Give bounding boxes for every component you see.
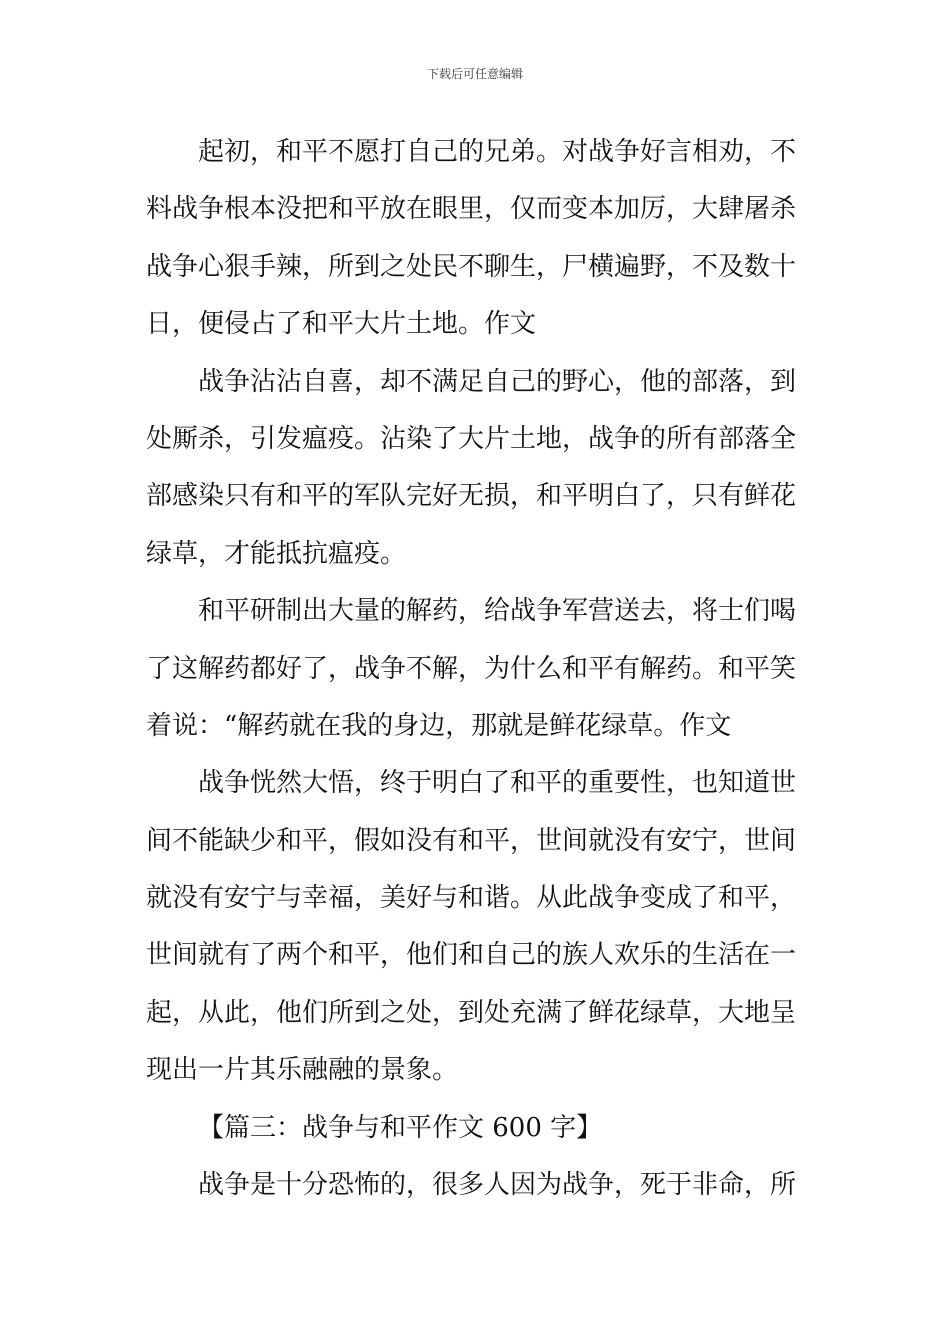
page-header: 下载后可任意编辑 — [426, 67, 523, 81]
text-line-1: 起初，和平不愿打自己的兄弟。对战争好言相劝，不 — [198, 137, 797, 167]
text-line-5: 战争沾沾自喜，却不满足自己的野心，他的部落，到 — [198, 366, 797, 397]
text-line-8: 绿草，才能抵抗瘟疫。 — [146, 538, 407, 569]
text-line-11: 着说：“解药就在我的身边，那就是鲜花绿草。作文 — [146, 710, 732, 741]
text-line-2: 料战争根本没把和平放在眼里，仅而变本加厉，大肆屠杀 — [146, 194, 797, 225]
text-line-10: 了这解药都好了，战争不解，为什么和平有解药。和平笑 — [146, 653, 797, 684]
text-line-3: 战争心狠手辣，所到之处民不聊生，尸横遍野，不及数十 — [146, 251, 797, 282]
text-line-15: 世间就有了两个和平，他们和自己的族人欢乐的生活在一 — [146, 940, 797, 971]
text-line-13: 间不能缺少和平，假如没有和平，世间就没有安宁，世间 — [146, 825, 797, 856]
text-line-16: 起，从此，他们所到之处，到处充满了鲜花绿草，大地呈 — [146, 997, 797, 1028]
text-line-6: 处厮杀，引发瘟疫。沾染了大片土地，战争的所有部落全 — [146, 423, 797, 454]
text-line-14: 就没有安宁与幸福，美好与和谐。从此战争变成了和平， — [146, 883, 797, 914]
section-heading: 【篇三：战争与和平作文 600 字】 — [198, 1112, 603, 1143]
text-line-4: 日，便侵占了和平大片土地。作文 — [146, 309, 537, 340]
document-body — [146, 130, 806, 1220]
text-line-17: 现出一片其乐融融的景象。 — [146, 1055, 459, 1086]
text-line-12: 战争恍然大悟，终于明白了和平的重要性，也知道世 — [198, 768, 797, 799]
text-line-19: 战争是十分恐怖的，很多人因为战争，死于非命，所 — [198, 1170, 797, 1201]
text-line-7: 部感染只有和平的军队完好无损，和平明白了，只有鲜花 — [146, 481, 797, 512]
text-line-9: 和平研制出大量的解药，给战争军营送去，将士们喝 — [198, 596, 797, 627]
